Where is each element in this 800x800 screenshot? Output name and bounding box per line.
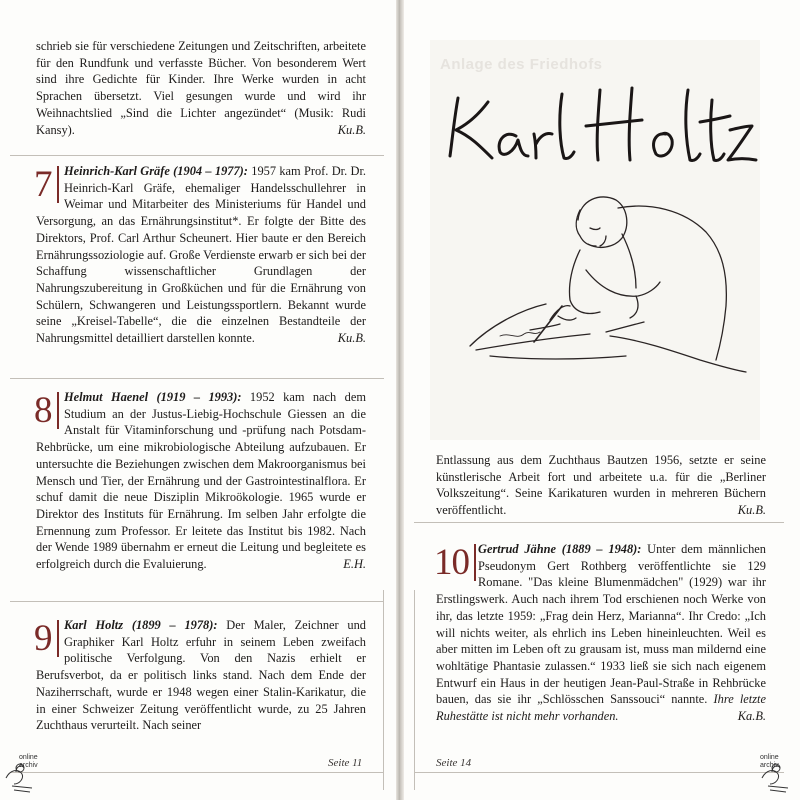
entry-8-text: 1952 kam nach dem Studium an der Justus-Liebig-Hochschule Giessen an die Anstalt für Vitaminforschung und -prüfung nach Potsdam-Rehbrücke, um eine mikrobiologische Abteilung aufzubauen. Er untersuchte die Beziehungen zwischen dem Makroorganismus bei Mensch und Tier, der Ernährung und der Gastrointestinalflora. Er schuf damit die neue Disziplin Mikroökologie. 1965 wurde er Direktor des Instituts für Ernährung. Im selben Jahr erfolgte die Ernennung zum Professor. Er leitete das Institut bis 1982. Nach der Wende 1989 übernahm er erneut die Leitung und begleitete es erfolgreich durch die Evaluierung.	[36, 390, 367, 572]
page-edge-line	[383, 590, 384, 790]
entry-number: 10	[434, 544, 476, 581]
entry-7-text: 1957 kam Prof. Dr. Dr. Heinrich-Karl Gräfe, ehemaliger Handelsschullehrer in Weimar und Mitarbeiter des Ministeriums für Handel und Versorgung, an das Ernährungsinstitut*. Er folgte der Bitte des Direktors, Prof. Carl Arthur Scheunert. Hier baute er den Bereich Ernährungssoziologie auf. Große Verdienste erwarb er sich bei der Schaffung wissenschaftlicher Grundlagen der Nahrungszubereitung in Großküchen und für die Ernährung von Schülern, Schwangeren und Leistungssportlern. Bekannt wurde seine „Kreisel-Tabelle“, die die einzelnen Bestandteile der Nahrungsmittel detailliert darstellen konnte.	[36, 164, 366, 346]
entry-7-name: Heinrich-Karl Gräfe (1904 – 1977):	[64, 164, 248, 178]
entry-7	[36, 163, 366, 347]
karl-holtz-signature-icon	[450, 88, 756, 161]
entry-10-last-line: Ihre letzte Ruhestätte ist nicht mehr vorhanden.	[436, 692, 766, 724]
holtz-continuation	[436, 452, 766, 519]
entry-10-name: Gertrud Jähne (1889 – 1948):	[478, 542, 642, 556]
bleed-through-text: Anlage des Friedhofs	[440, 56, 603, 73]
footer-divider	[414, 772, 784, 773]
entry-8	[36, 389, 366, 573]
intro-text: schrieb sie für verschiedene Zeitungen und Zeitschriften, arbeitete für den Rundfunk und verfasste Bücher. Von besonderem Wert sind ihre Gedichte für Kinder. Ihre Werke wurden in acht Sprachen übersetzt. Viel gesungen wurde und wird ihr Weihnachtslied „Sind die Lichter angezündet“ (Musik: Rudi Kansy).	[36, 39, 366, 137]
page-number-left: Seite 11	[328, 757, 363, 769]
entry-7-signature: Ku.B.	[337, 331, 366, 346]
page-number-right: Seite 14	[436, 757, 472, 769]
entry-10-text: Unter dem männlichen Pseudonym Gert Rothberg veröffentlichte sie 129 Romane. "Das kleine Blumenmädchen" (1929) war ihr Erstlingswerk. Auch nach ihrem Tod erschienen noch Werke von ihr, das letzte 1959: „Frag dein Herz, Marianna“. Ihr Credo: „Ich will nichts weiter, als ehrlich ins Leben hineinleuchten. Weil es aber mitten im Leben oft zu grausam ist, muss man mildernd eine wohltätige Phantasie zulassen.“ 1933 ließ sie sich nach eigenem Entwurf ein Haus in der heutigen Jean-Paul-Straße in Rehbrücke bauen, das sie ihr „Schlösschen Sanssouci“ nannte.	[436, 542, 767, 707]
continuation-signature: Ku.B.	[737, 503, 766, 518]
entry-number: 7	[34, 166, 59, 203]
logo-text-line1: online	[760, 754, 779, 761]
continuation-text: Entlassung aus dem Zuchthaus Bautzen 1956, setzte er seine künstlerische Arbeit fort und arbeitete u.a. für die „Berliner Volkszeitung“. Seine Karikaturen wurden in mehreren Büchern veröffentlicht.	[436, 453, 766, 518]
footer-divider	[10, 772, 384, 773]
entry-8-name: Helmut Haenel (1919 – 1993):	[64, 390, 242, 404]
karl-holtz-self-portrait	[430, 60, 760, 430]
entry-9-text: Der Maler, Zeichner und Graphiker Karl Holtz erfuhr in seinem Leben zweifach politische Verfolgung. Von den Nazis erhielt er Berufsverbot, da er politisch links stand. Nach dem Ende der Naziherrschaft, wurde er 1948 wegen einer Stalin-Karikatur, die in einer Schweizer Zeitung veröffentlicht wurde, zu 25 Jahren Zuchthaus verurteilt. Nach seiner	[36, 618, 366, 733]
divider	[10, 155, 384, 156]
page-edge-line	[414, 590, 415, 790]
divider	[10, 601, 384, 602]
intro-paragraph	[36, 38, 366, 138]
page-fold	[396, 0, 404, 800]
intro-signature: Ku.B.	[337, 122, 366, 137]
entry-9	[36, 617, 366, 734]
entry-10	[436, 541, 766, 725]
divider	[414, 522, 784, 523]
logo-text-line1: online	[19, 754, 38, 761]
logo-text-line2: archiv	[19, 762, 38, 769]
online-archiv-logo-right	[758, 748, 796, 794]
entry-9-name: Karl Holtz (1899 – 1978):	[64, 618, 218, 632]
entry-number: 9	[34, 620, 59, 657]
entry-10-signature: Ka.B.	[737, 709, 766, 724]
entry-8-signature: E.H.	[343, 557, 366, 572]
entry-number: 8	[34, 392, 59, 429]
divider	[10, 378, 384, 379]
online-archiv-logo-left	[2, 748, 40, 794]
artist-drawing-icon	[470, 197, 746, 372]
logo-text-line2: archiv	[760, 762, 779, 769]
